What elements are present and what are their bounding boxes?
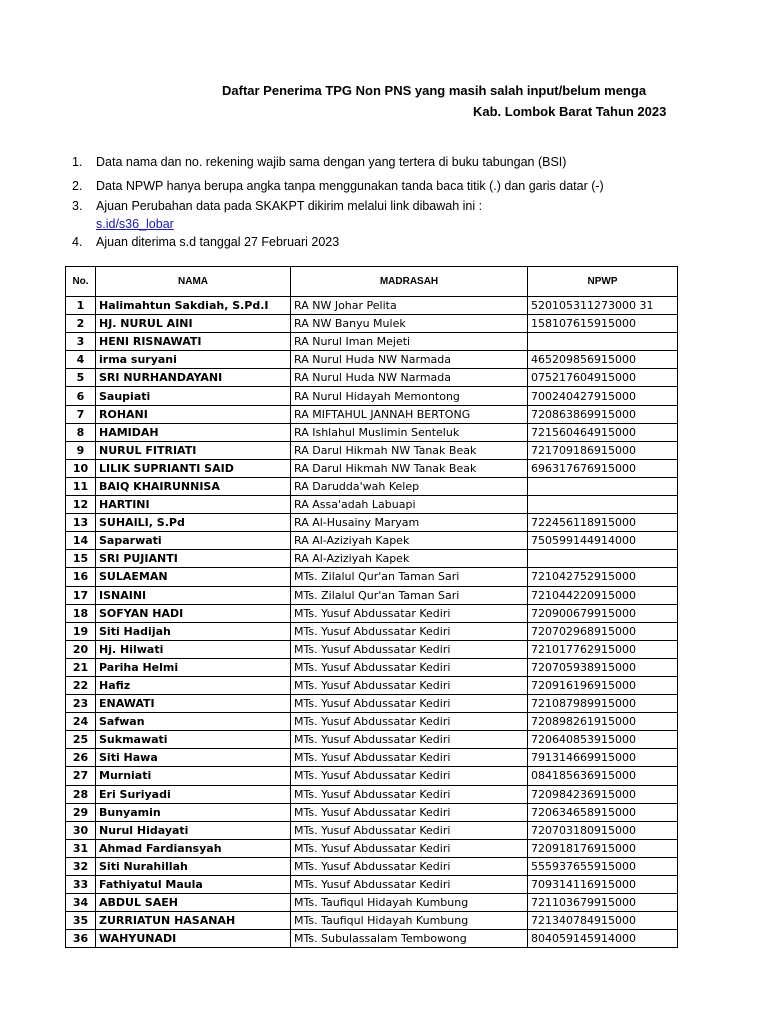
cell-npwp: 721017762915000 [528,640,678,658]
cell-madrasah: MTs. Yusuf Abdussatar Kediri [291,876,528,894]
cell-npwp: 721044220915000 [528,586,678,604]
cell-no: 34 [66,894,96,912]
cell-madrasah: RA NW Banyu Mulek [291,315,528,333]
table-row [66,695,678,713]
cell-nama: SOFYAN HADI [96,604,291,622]
cell-madrasah: MTs. Zilalul Qur'an Taman Sari [291,586,528,604]
cell-nama: Eri Suriyadi [96,785,291,803]
table-row [66,821,678,839]
table-row [66,676,678,694]
table-row [66,894,678,912]
cell-no: 33 [66,876,96,894]
table-row [66,767,678,785]
cell-npwp: 720863869915000 [528,405,678,423]
cell-madrasah: RA Nurul Huda NW Narmada [291,351,528,369]
cell-no: 36 [66,930,96,948]
cell-nama: HENI RISNAWATI [96,333,291,351]
table-row [66,803,678,821]
cell-npwp: 720705938915000 [528,658,678,676]
cell-npwp: 158107615915000 [528,315,678,333]
table-row [66,369,678,387]
table-row [66,731,678,749]
cell-nama: SULAEMAN [96,568,291,586]
cell-nama: SRI NURHANDAYANI [96,369,291,387]
cell-npwp: 720703180915000 [528,821,678,839]
table-row [66,532,678,550]
cell-no: 32 [66,857,96,875]
submission-link[interactable]: s.id/s36_lobar [96,217,174,231]
table-row [66,622,678,640]
cell-npwp [528,477,678,495]
table-row [66,876,678,894]
cell-nama: BAIQ KHAIRUNNISA [96,477,291,495]
cell-no: 17 [66,586,96,604]
cell-no: 18 [66,604,96,622]
cell-npwp: 722456118915000 [528,514,678,532]
cell-npwp [528,496,678,514]
cell-npwp [528,550,678,568]
table-row [66,333,678,351]
table-row [66,514,678,532]
cell-npwp: 709314116915000 [528,876,678,894]
table-row [66,297,678,315]
cell-no: 24 [66,713,96,731]
cell-npwp: 750599144914000 [528,532,678,550]
cell-npwp: 720634658915000 [528,803,678,821]
table-row [66,315,678,333]
cell-madrasah: MTs. Yusuf Abdussatar Kediri [291,604,528,622]
column-header-madrasah: MADRASAH [291,267,528,297]
cell-madrasah: MTs. Yusuf Abdussatar Kediri [291,640,528,658]
cell-npwp: 075217604915000 [528,369,678,387]
table-row [66,405,678,423]
cell-madrasah: RA Nurul Huda NW Narmada [291,369,528,387]
cell-no: 25 [66,731,96,749]
cell-no: 9 [66,441,96,459]
note-number: 3. [72,199,83,213]
cell-madrasah: MTs. Yusuf Abdussatar Kediri [291,821,528,839]
cell-madrasah: MTs. Yusuf Abdussatar Kediri [291,857,528,875]
cell-npwp: 721340784915000 [528,912,678,930]
cell-madrasah: RA Nurul Iman Mejeti [291,333,528,351]
note-text: Data NPWP hanya berupa angka tanpa menggunakan tanda baca titik (.) dan garis datar (-) [96,179,604,193]
cell-no: 11 [66,477,96,495]
table-row [66,785,678,803]
cell-madrasah: MTs. Taufiqul Hidayah Kumbung [291,912,528,930]
cell-madrasah: MTs. Yusuf Abdussatar Kediri [291,676,528,694]
cell-npwp: 720898261915000 [528,713,678,731]
cell-nama: HJ. NURUL AINI [96,315,291,333]
cell-nama: Hj. Hilwati [96,640,291,658]
table-row [66,387,678,405]
cell-npwp: 720984236915000 [528,785,678,803]
cell-no: 35 [66,912,96,930]
page-title: Daftar Penerima TPG Non PNS yang masih salah input/belum menga [222,83,647,98]
cell-npwp: 720702968915000 [528,622,678,640]
cell-madrasah: RA NW Johar Pelita [291,297,528,315]
table-row [66,568,678,586]
cell-madrasah: MTs. Yusuf Abdussatar Kediri [291,695,528,713]
cell-no: 3 [66,333,96,351]
cell-no: 15 [66,550,96,568]
cell-madrasah: MTs. Yusuf Abdussatar Kediri [291,713,528,731]
cell-no: 14 [66,532,96,550]
cell-madrasah: RA Al-Husainy Maryam [291,514,528,532]
table-row [66,496,678,514]
cell-madrasah: RA Ishlahul Muslimin Senteluk [291,423,528,441]
table-header-row [66,267,678,297]
note-text: Ajuan Perubahan data pada SKAKPT dikirim melalui link dibawah ini : [96,199,483,213]
cell-madrasah: MTs. Taufiqul Hidayah Kumbung [291,894,528,912]
cell-nama: Siti Nurahillah [96,857,291,875]
cell-no: 4 [66,351,96,369]
cell-no: 20 [66,640,96,658]
cell-no: 22 [66,676,96,694]
table-row [66,423,678,441]
table-row [66,604,678,622]
cell-no: 19 [66,622,96,640]
cell-madrasah: MTs. Yusuf Abdussatar Kediri [291,749,528,767]
cell-no: 21 [66,658,96,676]
table-row [66,351,678,369]
cell-no: 5 [66,369,96,387]
cell-madrasah: RA Al-Aziziyah Kapek [291,532,528,550]
cell-nama: irma suryani [96,351,291,369]
cell-nama: HAMIDAH [96,423,291,441]
cell-madrasah: RA Darul Hikmah NW Tanak Beak [291,459,528,477]
table-row [66,658,678,676]
cell-madrasah: RA Darul Hikmah NW Tanak Beak [291,441,528,459]
cell-madrasah: MTs. Yusuf Abdussatar Kediri [291,785,528,803]
table-row [66,640,678,658]
cell-nama: Siti Hadijah [96,622,291,640]
cell-madrasah: MTs. Zilalul Qur'an Taman Sari [291,568,528,586]
cell-nama: ROHANI [96,405,291,423]
cell-npwp: 696317676915000 [528,459,678,477]
table-body [66,297,678,948]
cell-npwp: 720918176915000 [528,839,678,857]
cell-nama: Fathiyatul Maula [96,876,291,894]
cell-madrasah: MTs. Yusuf Abdussatar Kediri [291,803,528,821]
cell-no: 27 [66,767,96,785]
cell-no: 6 [66,387,96,405]
cell-nama: ABDUL SAEH [96,894,291,912]
table-row [66,477,678,495]
table-row [66,749,678,767]
cell-nama: Hafiz [96,676,291,694]
cell-no: 26 [66,749,96,767]
cell-npwp: 721087989915000 [528,695,678,713]
cell-nama: ENAWATI [96,695,291,713]
cell-madrasah: RA Assa'adah Labuapi [291,496,528,514]
cell-nama: HARTINI [96,496,291,514]
table-row [66,930,678,948]
cell-nama: Halimahtun Sakdiah, S.Pd.I [96,297,291,315]
cell-no: 13 [66,514,96,532]
cell-no: 31 [66,839,96,857]
cell-nama: Saparwati [96,532,291,550]
cell-madrasah: MTs. Yusuf Abdussatar Kediri [291,658,528,676]
cell-madrasah: RA MIFTAHUL JANNAH BERTONG [291,405,528,423]
table-row [66,912,678,930]
cell-madrasah: MTs. Subulassalam Tembowong [291,930,528,948]
cell-no: 16 [66,568,96,586]
cell-npwp: 465209856915000 [528,351,678,369]
cell-nama: SUHAILI, S.Pd [96,514,291,532]
table-row [66,586,678,604]
column-header-nama: NAMA [96,267,291,297]
cell-npwp: 721560464915000 [528,423,678,441]
table-row [66,441,678,459]
table-row [66,857,678,875]
cell-npwp: 520105311273000 31 [528,297,678,315]
note-number: 1. [72,155,83,169]
cell-no: 8 [66,423,96,441]
column-header-no: No. [66,267,96,297]
note-number: 2. [72,179,83,193]
cell-madrasah: RA Nurul Hidayah Memontong [291,387,528,405]
cell-madrasah: MTs. Yusuf Abdussatar Kediri [291,731,528,749]
cell-npwp: 555937655915000 [528,857,678,875]
cell-madrasah: RA Darudda'wah Kelep [291,477,528,495]
table-row [66,839,678,857]
cell-npwp: 721103679915000 [528,894,678,912]
cell-npwp: 700240427915000 [528,387,678,405]
cell-npwp: 084185636915000 [528,767,678,785]
cell-madrasah: MTs. Yusuf Abdussatar Kediri [291,839,528,857]
cell-no: 1 [66,297,96,315]
cell-npwp: 720640853915000 [528,731,678,749]
cell-no: 30 [66,821,96,839]
cell-nama: ZURRIATUN HASANAH [96,912,291,930]
cell-no: 2 [66,315,96,333]
page-subtitle: Kab. Lombok Barat Tahun 2023 [473,104,667,119]
cell-nama: Saupiati [96,387,291,405]
cell-nama: LILIK SUPRIANTI SAID [96,459,291,477]
cell-nama: Bunyamin [96,803,291,821]
table-row [66,550,678,568]
cell-npwp: 720900679915000 [528,604,678,622]
cell-no: 28 [66,785,96,803]
cell-nama: Sukmawati [96,731,291,749]
note-number: 4. [72,235,83,249]
cell-madrasah: RA Al-Aziziyah Kapek [291,550,528,568]
cell-nama: SRI PUJIANTI [96,550,291,568]
column-header-npwp: NPWP [528,267,678,297]
cell-npwp: 720916196915000 [528,676,678,694]
cell-madrasah: MTs. Yusuf Abdussatar Kediri [291,622,528,640]
cell-no: 7 [66,405,96,423]
cell-npwp: 791314669915000 [528,749,678,767]
recipient-table [65,266,678,948]
cell-nama: Pariha Helmi [96,658,291,676]
cell-nama: WAHYUNADI [96,930,291,948]
cell-no: 10 [66,459,96,477]
cell-nama: ISNAINI [96,586,291,604]
cell-npwp: 721042752915000 [528,568,678,586]
cell-nama: Siti Hawa [96,749,291,767]
table-row [66,459,678,477]
table-row [66,713,678,731]
cell-nama: Safwan [96,713,291,731]
cell-nama: Ahmad Fardiansyah [96,839,291,857]
cell-npwp [528,333,678,351]
cell-nama: Nurul Hidayati [96,821,291,839]
note-text: Data nama dan no. rekening wajib sama dengan yang tertera di buku tabungan (BSI) [96,155,567,169]
cell-npwp: 721709186915000 [528,441,678,459]
cell-nama: NURUL FITRIATI [96,441,291,459]
note-text: Ajuan diterima s.d tanggal 27 Februari 2023 [96,235,340,249]
cell-no: 29 [66,803,96,821]
cell-madrasah: MTs. Yusuf Abdussatar Kediri [291,767,528,785]
cell-npwp: 804059145914000 [528,930,678,948]
cell-no: 12 [66,496,96,514]
cell-nama: Murniati [96,767,291,785]
cell-no: 23 [66,695,96,713]
